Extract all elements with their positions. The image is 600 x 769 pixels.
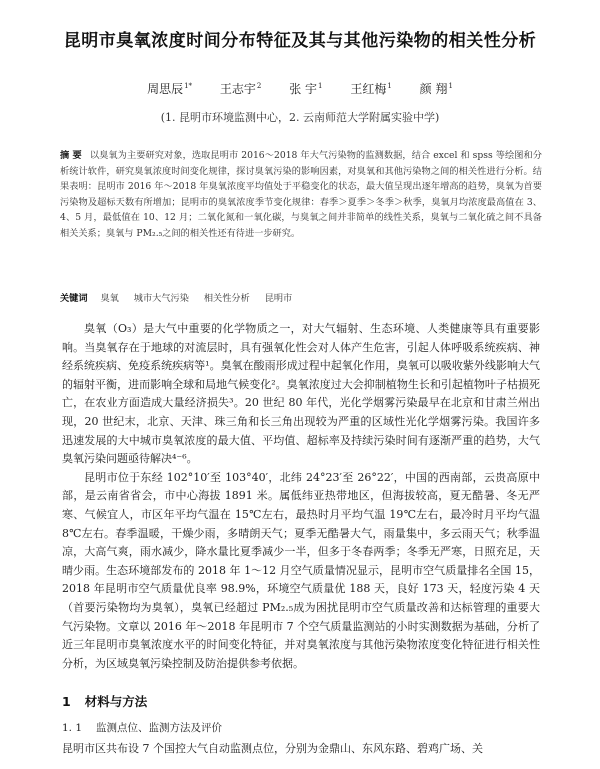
keywords-label: 关键词 [60,293,88,304]
abstract-text: 以臭氧为主要研究对象，选取昆明市 2016～2018 年大气污染物的监测数据，结合 excel 和 spss 等绘图和分析统计软件，研究臭氧浓度时间变化规律，探讨臭氧污染的影响因素，对臭氧和其他污染物之间的相关性进行分析。结果表明：昆明市 2016 年～2018 年臭氧浓度平均值处于平稳变化的状态，最大值呈现出逐年增高的趋势，臭氧为首要污染物及超标天数有所增加；昆明市的臭氧浓度季节变化规律：春季＞夏季＞冬季＞秋季，臭氧月均浓度最高值在 3、4、5 月，最低值在 10、12 月；二氧化氮和一氧化碳，与臭氧之间并非简单的线性关系，臭氧与二氧化硫之间不具备相关关系；臭氧与 PM₂.₅之间的相关性还有待进一步研究。 [60,150,542,239]
paragraph: 昆明市区共布设 7 个国控大气自动监测点位，分别为金鼎山、东风东路、碧鸡广场、关 [62,742,483,755]
author: 王志宇$^2$ [219,82,262,96]
keyword: 相关性分析 [203,293,250,304]
paragraph: 昆明市位于东经 102°10′至 103°40′，北纬 24°23′至 26°22′，中国的西南部，云贵高原中部，是云南省省会，市中心海拔 1891 米。属低纬亚热带地区，但海拔较高，夏无酷暑、冬无严寒、气候宜人，市区年平均气温在 15℃左右，最热时月平均气温 19℃左右，最冷时月平均气温 8℃左右。春季温暖，干燥少雨，多晴朗天气；夏季无酷暑大气，雨量集中，多云雨天气；秋季温凉，大高气爽，雨水减少，降水量比夏季减少一半，但多于冬春两季；冬季无严寒，日照充足，天晴少雨。生态环境部发布的 2018 年 1～12 月空气质量情况显示，昆明市空气质量排名全国 15，2018 年昆明市空气质量优良率 98.9%，环境空气质量优 188 天，良好 173 天，轻度污染 4 天（首要污染物均为臭氧），臭氧已经超过 PM₂.₅成为困扰昆明市空气质量改善和达标管理的重要大气污染物。文章以 2016 年～2018 年昆明市 7 个空气质量监测站的小时实测数据为基础，分析了近三年昆明市臭氧浓度水平的时间变化特征，并对臭氧浓度与其他污染物浓度变化特征进行相关性分析，为区域臭氧污染控制及防治提供参考依据。 [62,470,540,670]
keyword: 昆明市 [264,293,293,304]
keyword: 臭氧 [100,293,119,304]
keywords [60,290,542,304]
body-text [62,320,540,673]
author: 张 宇$^1$ [289,82,323,96]
keyword: 城市大气污染 [133,293,189,304]
author: 颜 翔$^1$ [419,82,453,96]
author-list [0,80,600,97]
subsection-title: 监测点位、监测方法及评价 [96,722,223,734]
subsection-heading [62,720,540,735]
abstract-label: 摘 要 [60,150,82,161]
paragraph: 臭氧（O₃）是大气中重要的化学物质之一，对大气辐射、生态环境、人类健康等具有重要影响。当臭氧存在于地球的对流层时，具有强氧化性会对人体产生危害，引起人体呼吸系统疾病、神经系统疾病、免疫系统疾病等¹。臭氧在酸雨形成过程中起氧化作用，臭氧可以吸收紫外线影响大气的辐射平衡，进而影响全球和局地气候变化²。臭氧浓度过大会抑制植物生长和引起植物叶子枯损死亡，在农业方面造成大量经济损失³。20 世纪 80 年代，光化学烟雾污染最早在北京和甘肃兰州出现，20 世纪末，北京、天津、珠三角和长三角出现较为严重的区域性光化学烟雾污染。我国许多迅速发展的大中城市臭氧浓度的最大值、平均值、超标率及持续污染时间有逐渐严重的趋势，大气臭氧污染问题亟待解决⁴⁻⁶。 [62,322,540,466]
author: 王红梅$^1$ [350,82,392,96]
subsection-number: 1. 1 [62,722,83,734]
author: 周思辰$^{1*}$ [147,82,193,96]
affiliation: (1. 昆明市环境监测中心，2. 云南师范大学附属实验中学) [160,111,440,124]
paper-title: 昆明市臭氧浓度时间分布特征及其与其他污染物的相关性分析 [63,31,537,51]
section-heading [62,692,540,710]
section-title: 材料与方法 [84,694,148,709]
abstract [60,148,542,242]
section-number: 1 [62,694,71,709]
